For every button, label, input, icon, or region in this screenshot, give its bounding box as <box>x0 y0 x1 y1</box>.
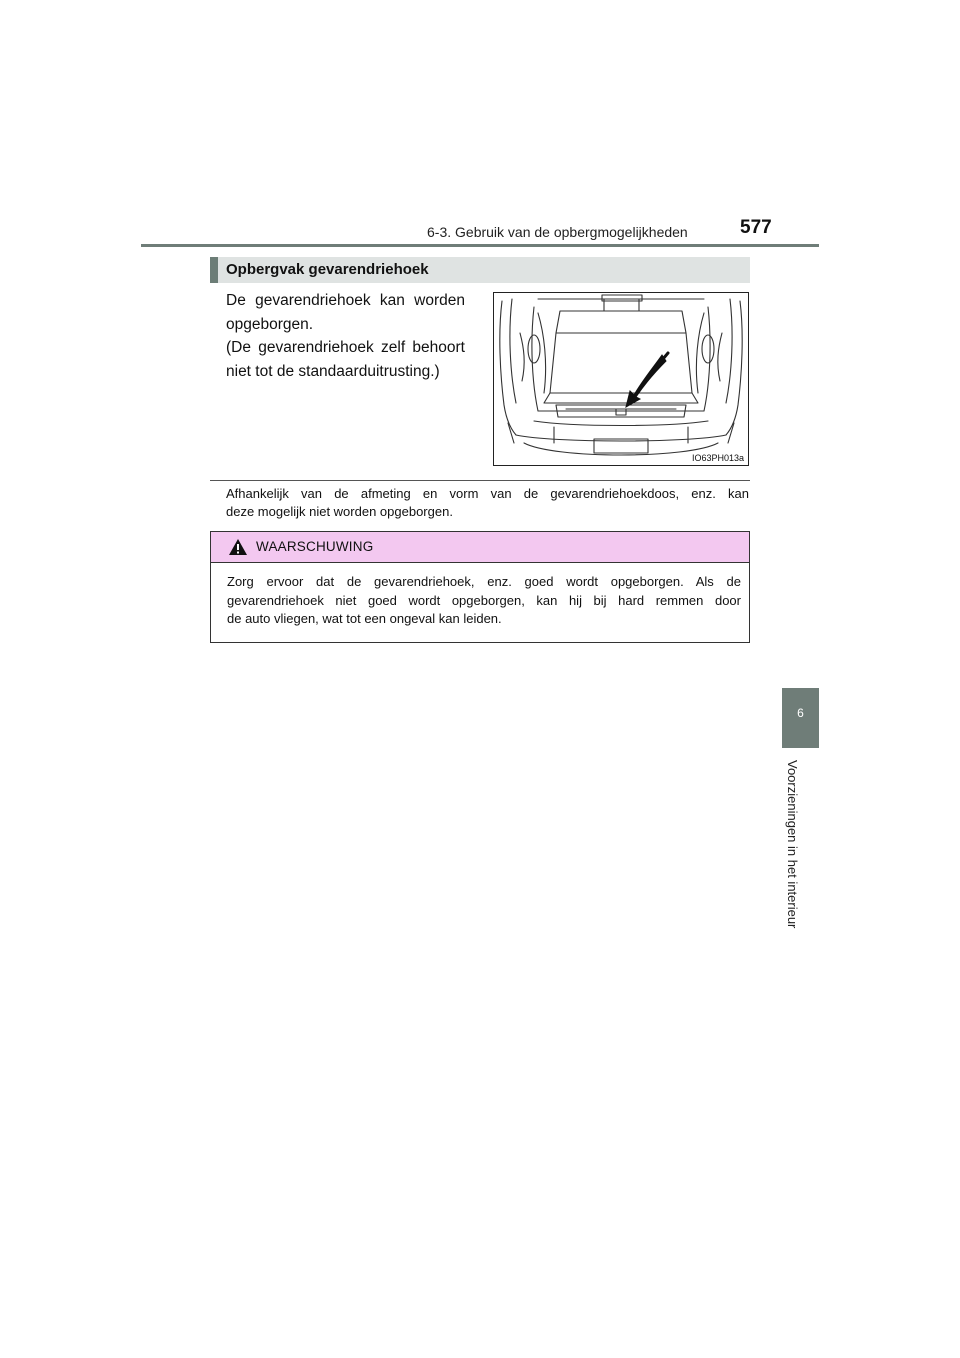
note-line: deze mogelijk niet worden opgeborgen. <box>226 504 453 519</box>
chapter-header: 6-3. Gebruik van de opbergmogelijkheden <box>427 224 688 240</box>
header-rule <box>141 244 819 247</box>
figure-code: IO63PH013a <box>691 453 744 463</box>
body-line: De gevarendriehoek kan worden <box>226 292 465 309</box>
section-divider <box>210 480 750 481</box>
warning-line: gevarendriehoek niet goed wordt opgeborgen, kan hij bij hard remmen door <box>227 592 741 608</box>
section-heading-marker <box>210 257 218 283</box>
page-number: 577 <box>740 217 772 238</box>
body-line: (De gevarendriehoek zelf behoort <box>226 339 465 356</box>
body-line: niet tot de standaarduitrusting.) <box>226 362 440 380</box>
chapter-tab <box>782 688 819 748</box>
trunk-drawing <box>494 293 748 465</box>
body-line: opgeborgen. <box>226 315 314 333</box>
warning-line: Zorg ervoor dat de gevarendriehoek, enz. goed wordt opgeborgen. Als de <box>227 574 741 589</box>
note-line: Afhankelijk van de afmeting en vorm van de gevarendriehoekdoos, enz. kan <box>226 486 749 501</box>
chapter-tab-label: Voorzieningen in het interieur <box>785 760 800 929</box>
chapter-tab-number: 6 <box>797 706 804 720</box>
trunk-illustration <box>493 292 749 466</box>
warning-title: WAARSCHUWING <box>256 539 374 554</box>
note-text <box>226 485 749 521</box>
section-title: Opbergvak gevarendriehoek <box>226 261 429 278</box>
warning-box <box>210 531 750 643</box>
warning-header <box>211 532 749 563</box>
warning-triangle-icon <box>228 538 248 556</box>
section-body-text <box>226 289 465 383</box>
warning-line: de auto vliegen, wat tot een ongeval kan leiden. <box>227 611 502 626</box>
warning-text <box>227 573 741 629</box>
